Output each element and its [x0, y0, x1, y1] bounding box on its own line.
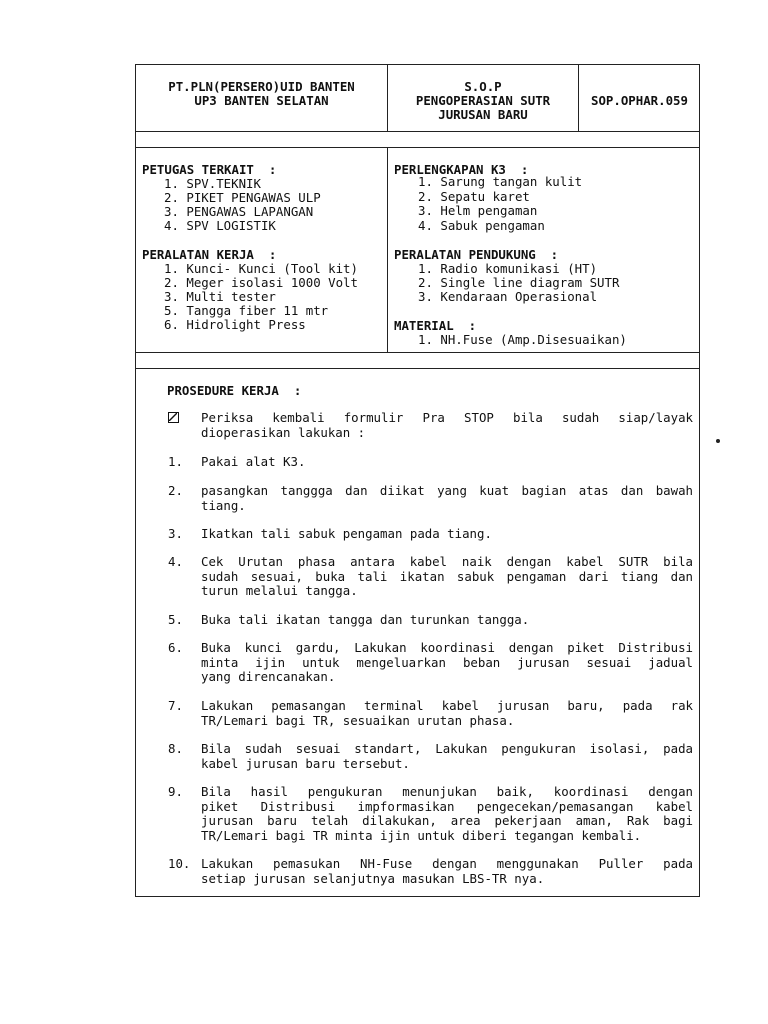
- step-number: 1.: [168, 454, 183, 469]
- checked-box-icon: [168, 412, 179, 423]
- sop-subtitle-2: JURUSAN BARU: [438, 107, 528, 122]
- perlengkapan-item: 4. Sabuk pengaman: [418, 218, 545, 233]
- material-title: MATERIAL :: [394, 318, 477, 333]
- step-number: 2.: [168, 483, 183, 498]
- step-number: 6.: [168, 640, 183, 655]
- step-text: [201, 785, 693, 843]
- step-line: Lakukan pemasangan terminal kabel jurusan baru, pada rak: [201, 698, 693, 713]
- step-line: sudah sesuai, buka tali ikatan sabuk pengaman dari tiang dan: [201, 568, 693, 584]
- peralatan-pendukung-item: 3. Kendaraan Operasional: [418, 289, 598, 304]
- step-number: 9.: [168, 784, 183, 799]
- equipment-divider: [387, 147, 388, 353]
- procedure-top-line: [135, 368, 700, 369]
- petugas-item: 3. PENGAWAS LAPANGAN: [164, 204, 314, 219]
- step-line: Ikatkan tali sabuk pengaman pada tiang.: [201, 526, 492, 541]
- petugas-item: 1. SPV.TEKNIK: [164, 176, 261, 191]
- step-line: setiap jurusan selanjutnya masukan LBS-TR nya.: [201, 870, 545, 886]
- step-line: Buka kunci gardu, Lakukan koordinasi dengan piket Distribusi: [201, 640, 693, 655]
- peralatan-kerja-item: 6. Hidrolight Press: [164, 317, 306, 332]
- peralatan-pendukung-item: 1. Radio komunikasi (HT): [418, 261, 598, 276]
- step-line: TR/Lemari bagi TR minta ijin untuk diberi tegangan kembali.: [201, 827, 642, 843]
- step-line: Buka tali ikatan tangga dan turunkan tangga.: [201, 612, 530, 627]
- perlengkapan-item: 3. Helm pengaman: [418, 203, 538, 218]
- peralatan-kerja-item: 2. Meger isolasi 1000 Volt: [164, 275, 358, 290]
- step-text: [201, 555, 693, 599]
- step-line: minta ijin untuk mengeluarkan beban jurusan sesuai jadual: [201, 654, 693, 670]
- perlengkapan-item: 1. Sarung tangan kulit: [418, 174, 583, 189]
- step-line: jurusan baru telah dilakukan, area pekerjaan aman, Rak bagi: [201, 813, 693, 828]
- petugas-item: 4. SPV LOGISTIK: [164, 218, 276, 233]
- prosedur-title: PROSEDURE KERJA :: [167, 383, 302, 398]
- step-line: kabel jurusan baru tersebut.: [201, 755, 410, 771]
- step-text: [201, 742, 693, 771]
- step-line: Pakai alat K3.: [201, 454, 306, 469]
- step-number: 10.: [168, 856, 191, 871]
- peralatan-kerja-item: 1. Kunci- Kunci (Tool kit): [164, 261, 358, 276]
- step-text: [201, 455, 693, 470]
- step-number: 7.: [168, 698, 183, 713]
- petugas-title: PETUGAS TERKAIT :: [142, 162, 277, 177]
- company-name: PT.PLN(PERSERO)UID BANTEN: [168, 79, 355, 94]
- step-text: [201, 527, 693, 542]
- step-line: TR/Lemari bagi TR, sesuaikan urutan phasa.: [201, 712, 515, 728]
- step-line: Cek Urutan phasa antara kabel naik dengan kabel SUTR bila: [201, 554, 693, 569]
- header-bottom-line: [135, 131, 700, 132]
- peralatan-pendukung-item: 2. Single line diagram SUTR: [418, 275, 620, 290]
- pre-step-line: dioperasikan lakukan :: [201, 424, 366, 440]
- perlengkapan-item: 2. Sepatu karet: [418, 189, 530, 204]
- step-line: Lakukan pemasukan NH-Fuse dengan menggunakan Puller pada: [201, 856, 693, 871]
- equipment-bottom-line: [135, 352, 700, 353]
- step-text: [201, 613, 693, 628]
- peralatan-kerja-item: 5. Tangga fiber 11 mtr: [164, 303, 329, 318]
- doc-code: SOP.OPHAR.059: [591, 93, 688, 108]
- peralatan-kerja-item: 3. Multi tester: [164, 289, 276, 304]
- step-number: 3.: [168, 526, 183, 541]
- peralatan-pendukung-title: PERALATAN PENDUKUNG :: [394, 247, 559, 262]
- sop-subtitle-1: PENGOPERASIAN SUTR: [415, 93, 551, 108]
- perlengkapan-title: PERLENGKAPAN K3 :: [394, 162, 529, 177]
- step-line: Bila sudah sesuai standart, Lakukan pengukuran isolasi, pada: [201, 741, 693, 756]
- step-text: [201, 857, 693, 886]
- step-text: [201, 699, 693, 728]
- step-line: yang direncanakan.: [201, 669, 336, 684]
- margin-dot: [716, 439, 720, 443]
- peralatan-kerja-title: PERALATAN KERJA :: [142, 247, 277, 262]
- material-item: 1. NH.Fuse (Amp.Disesuaikan): [418, 332, 627, 347]
- step-text: [201, 484, 693, 513]
- step-number: 5.: [168, 612, 183, 627]
- step-line: pasangkan tanggga dan diikat yang kuat bagian atas dan bawah: [201, 483, 693, 498]
- section-top-line: [135, 147, 700, 148]
- step-number: 4.: [168, 554, 183, 569]
- step-line: piket Distribusi impformasikan pengecekan/pemasangan kabel: [201, 798, 693, 814]
- step-line: turun melalui tangga.: [201, 583, 358, 598]
- step-text: [201, 641, 693, 685]
- sop-title: S.O.P: [464, 79, 502, 94]
- petugas-item: 2. PIKET PENGAWAS ULP: [164, 190, 321, 205]
- step-line: tiang.: [201, 497, 246, 513]
- step-number: 8.: [168, 741, 183, 756]
- pre-step: [201, 411, 693, 440]
- pre-step-line: Periksa kembali formulir Pra STOP bila sudah siap/layak: [201, 410, 693, 425]
- step-line: Bila hasil pengukuran menunjukan baik, koordinasi dengan: [201, 784, 693, 799]
- company-unit: UP3 BANTEN SELATAN: [194, 93, 329, 108]
